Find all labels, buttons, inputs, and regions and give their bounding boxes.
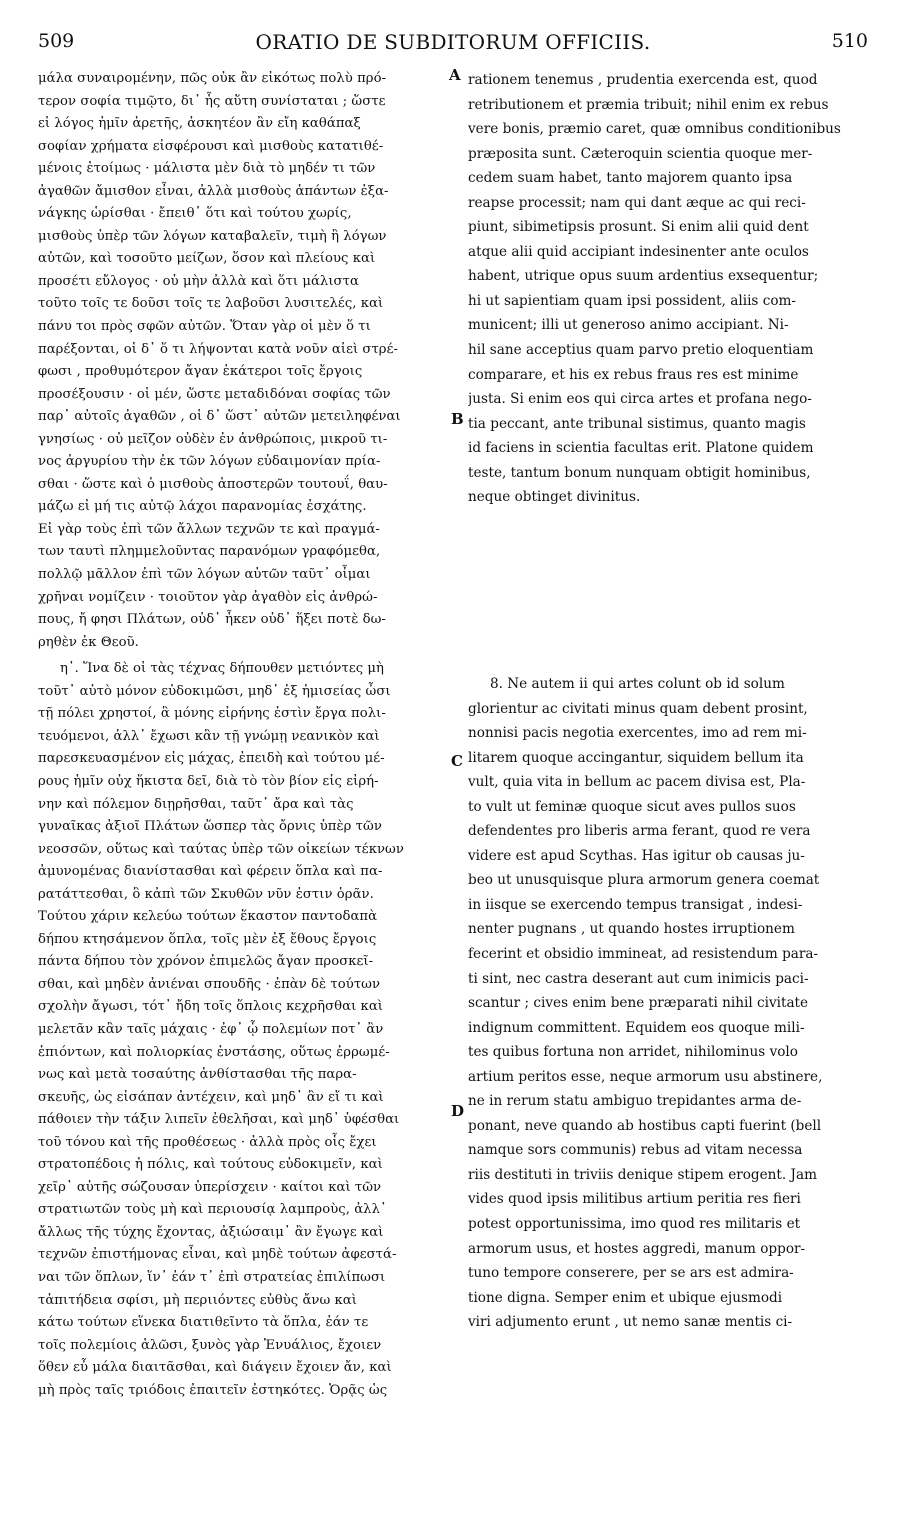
greek-text-line: πάνυ τοι πρὸς σφῶν αὐτῶν. Ὅταν γὰρ οἱ μὲν ὅ τι: [38, 319, 371, 335]
latin-text-line: nonnisi pacis negotia exercentes, imo ad rem mi-: [468, 725, 807, 742]
greek-text-line: μισθοὺς ὑπὲρ τῶν λόγων καταβαλεῖν, τιμὴ ἢ λόγων: [38, 228, 387, 244]
latin-text-line: hi ut sapientiam quam ipsi possident, aliis com-: [468, 292, 797, 309]
greek-text-line: τευόμενοι, ἀλλ᾽ ἔχωσι κἂν τῇ γνώμῃ νεανικὸν καὶ: [38, 728, 380, 744]
greek-text-line: η᾽. Ἵνα δὲ οἱ τὰς τέχνας δήπουθεν μετιόντες μὴ: [60, 661, 384, 677]
latin-text-line: nenter pugnans , ut quando hostes irruptionem: [468, 921, 795, 938]
greek-text-line: μάλα συναιρομένην, πῶς οὐκ ἂν εἰκότως πολὺ πρό-: [38, 71, 387, 86]
latin-text-line: beo ut unusquisque plura armorum genera coemat: [468, 872, 820, 889]
greek-text-line: τεχνῶν ἐπιστήμονας εἶναι, καὶ μηδὲ τούτων ἀφεστά-: [38, 1247, 397, 1263]
greek-text-line: ρατάττεσθαι, ὃ κἀπὶ τῶν Σκυθῶν νῦν ἐστιν ὁρᾶν.: [38, 886, 374, 902]
latin-text-line: potest opportunissima, imo quod res militaris et: [468, 1216, 801, 1233]
greek-text-line: πολλῷ μᾶλλον ἐπὶ τῶν λόγων αὐτῶν ταῦτ᾽ οἶμαι: [38, 567, 371, 583]
greek-text-line: στρατιωτῶν τοὺς μὴ καὶ περιουσίᾳ λαμπροὺς, ἀλλ᾽: [38, 1202, 387, 1218]
greek-text-line: των ταυτὶ πλημμελοῦντας παρανόμων γραφόμεθα,: [38, 544, 381, 560]
greek-text-line: μάζω εἰ μή τις αὐτῷ λάχοι παρανομίας ἐσχάτης.: [38, 499, 367, 515]
greek-text-line: τοῦτο τοῖς τε δοῦσι τοῖς τε λαβοῦσι λυσιτελές, καὶ: [38, 296, 384, 312]
greek-text-line: εἰ λόγος ἡμῖν ἀρετῆς, ἀσκητέον ἂν εἴη καθάπαξ: [38, 116, 361, 132]
greek-text-line: σκευῆς, ὡς εἰσάπαν ἀντέχειν, καὶ μηδ᾽ ἂν εἴ τι καὶ: [38, 1089, 384, 1105]
greek-text-line: σοφίαν χρήματα εἰσφέρουσι καὶ μισθοὺς κατατιθέ-: [38, 138, 384, 154]
latin-text-line: præposita sunt. Cæteroquin scientia quoque mer-: [468, 145, 813, 162]
latin-text-line: vides quod ipsis militibus artium peritia res fieri: [468, 1191, 801, 1208]
greek-text-line: ρηθὲν ἐκ Θεοῦ.: [38, 634, 139, 650]
latin-text-line: comparare, et his ex rebus fraus res est minime: [468, 366, 799, 383]
greek-text-line: τοῦτ᾽ αὐτὸ μόνον εὐδοκιμῶσι, μηδ᾽ ἐξ ἡμισείας ὦσι: [38, 683, 391, 699]
greek-text-line: σχολὴν ἄγωσι, τότ᾽ ἤδη τοῖς ὅπλοις κεχρῆσθαι καὶ: [38, 999, 384, 1015]
latin-text-line: to vult ut feminæ quoque sicut aves pullos suos: [468, 798, 796, 815]
latin-text-line: indignum committent. Equidem eos quoque mili-: [468, 1019, 805, 1036]
greek-text-line: δήπου κτησάμενον ὅπλα, τοῖς μὲν ἐξ ἔθους ἔργοις: [38, 931, 377, 947]
latin-text-line: riis destituti in triviis denique stipem erogent. Jam: [468, 1166, 817, 1183]
greek-text-line: ρους ἡμῖν οὐχ ἥκιστα δεῖ, διὰ τὸ τὸν βίον εἰς εἰρή-: [38, 773, 379, 789]
greek-text-line: ἀμυνομένας διανίστασθαι καὶ φέρειν ὅπλα καὶ πα-: [38, 864, 383, 880]
latin-text-line: neque obtinget divinitus.: [468, 489, 641, 506]
latin-text-line: retributionem et præmia tribuit; nihil enim ex rebus: [468, 96, 829, 113]
greek-text-line: προσέτι εὔλογος · οὐ μὴν ἀλλὰ καὶ ὅτι μάλιστα: [38, 273, 359, 289]
latin-text-line: litarem quoque accingantur, siquidem bellum ita: [468, 749, 804, 766]
greek-text-line: Τούτου χάριν κελεύω τούτων ἕκαστον παντοδαπὰ: [38, 909, 378, 925]
greek-text-line: ἐπιόντων, καὶ πολιορκίας ἐνστάσης, οὕτως ἐρρωμέ-: [38, 1044, 390, 1060]
latin-text-line: atque alii quid accipiant indesinenter ante oculos: [468, 243, 809, 260]
greek-text-line: νάγκης ὡρίσθαι · ἔπειθ᾽ ὅτι καὶ τούτου χωρίς,: [38, 206, 352, 222]
latin-text-line: glorientur ac civitati minus quam debent prosint,: [468, 700, 808, 717]
latin-text-line: piunt, sibimetipsis prosunt. Si enim alii quid dent: [468, 219, 809, 236]
greek-text-line: τῇ πόλει χρηστοί, ἃ μόνης εἰρήνης ἐστὶν ἔργα πολι-: [38, 706, 386, 722]
greek-text-line: τερον σοφία τιμῷτο, δι᾽ ἧς αὕτη συνίσταται ; ὥστε: [38, 93, 386, 109]
greek-text-line: στρατοπέδοις ἡ πόλις, καὶ τούτους εὐδοκιμεῖν, καὶ: [38, 1157, 383, 1173]
latin-text-line: teste, tantum bonum nunquam obtigit hominibus,: [468, 464, 811, 481]
latin-text-line: artium peritos esse, neque armorum usu abstinere,: [468, 1068, 823, 1085]
margin-marker-d: D: [451, 1102, 465, 1120]
latin-text-line: justa. Si enim eos qui circa artes et profana nego-: [468, 391, 812, 408]
latin-text-column-upper: [468, 68, 872, 510]
greek-text-column: [38, 68, 450, 1402]
greek-text-line: προσέξουσιν · οἱ μέν, ὥστε μεταδιδόναι σοφίας τῶν: [38, 386, 391, 402]
greek-text-line: τοῖς πολεμίοις ἁλῶσι, ξυνὸς γὰρ Ἐνυάλιος, ἔχοιεν: [38, 1337, 382, 1353]
latin-text-line: tes quibus fortuna non arridet, nihilominus volo: [468, 1044, 798, 1061]
greek-text-line: παρ᾽ αὐτοῖς ἀγαθῶν , οἱ δ᾽ ὥστ᾽ αὐτῶν μετειληφέναι: [38, 409, 401, 425]
greek-text-line: ἄλλως τῆς τύχης ἔχοντας, ἀξιώσαιμ᾽ ἂν ἔγωγε καὶ: [38, 1224, 384, 1240]
greek-text-line: τοῦ τόνου καὶ τῆς προθέσεως · ἀλλὰ πρὸς οἷς ἔχει: [38, 1134, 377, 1150]
latin-text-line: vere bonis, præmio caret, quæ omnibus conditionibus: [468, 121, 841, 138]
latin-text-line: fecerint et obsidio immineat, ad resistendum para-: [468, 946, 819, 963]
running-title: ORATIO DE SUBDITORUM OFFICIIS.: [255, 30, 651, 54]
latin-text-line: tione digna. Semper enim et ubique ejusmodi: [468, 1289, 783, 1306]
latin-text-line: cedem suam habet, tanto majorem quanto ipsa: [468, 170, 793, 187]
latin-text-line: vult, quia vita in bellum ac pacem divisa est, Pla-: [468, 774, 806, 791]
greek-text-line: φωσι , προθυμότερον ἄγαν ἑκάτεροι τοῖς ἔργοις: [38, 364, 363, 380]
latin-text-line: armorum usus, et hostes aggredi, manum oppor-: [468, 1240, 806, 1257]
latin-text-line: habent, utrique opus suum ardentius exsequentur;: [468, 268, 819, 285]
latin-text-line: ponant, neve quando ab hostibus capti fuerint (bell: [468, 1117, 822, 1134]
greek-text-line: χεῖρ᾽ αὐτῆς σώζουσαν ὑπερίσχειν · καίτοι καὶ τῶν: [38, 1179, 382, 1195]
greek-text-line: σθαι · ὥστε καὶ ὁ μισθοὺς ἀποστερῶν τουτουΐ, θαυ-: [38, 476, 388, 492]
page-header: [38, 30, 868, 64]
latin-text-line: ti sint, nec castra deserant aut cum inimicis paci-: [468, 970, 809, 987]
greek-text-line: κάτω τούτων εἵνεκα διατιθεῖντο τὰ ὅπλα, ἐάν τε: [38, 1315, 369, 1331]
greek-text-line: ὅθεν εὖ μάλα διαιτᾶσθαι, καὶ διάγειν ἔχοιεν ἄν, καὶ: [38, 1360, 392, 1376]
greek-text-line: ναι τῶν ὅπλων, ἵν᾽ ἐάν τ᾽ ἐπὶ στρατείας ἐπιλίπωσι: [38, 1269, 386, 1285]
greek-text-line: ἀγαθῶν ἄμισθον εἶναι, ἀλλὰ μισθοὺς ἁπάντων ἐξα-: [38, 183, 389, 199]
greek-text-line: παρεσκευασμένον εἰς μάχας, ἐπειδὴ καὶ τούτου μέ-: [38, 751, 385, 767]
greek-text-line: γνησίως · οὐ μεῖζον οὐδὲν ἐν ἀνθρώποις, μικροῦ τι-: [38, 431, 388, 447]
margin-marker-b: B: [451, 410, 464, 428]
greek-text-line: σθαι, καὶ μηδὲν ἀνιέναι σπουδῆς · ἐπὰν δὲ τούτων: [38, 976, 381, 992]
latin-text-line: videre est apud Scythas. Has igitur ob causas ju-: [468, 847, 805, 864]
latin-text-line: namque sors communis) rebus ad vitam necessa: [468, 1142, 803, 1159]
latin-text-line: hil sane acceptius quam parvo pretio eloquentiam: [468, 342, 814, 359]
latin-text-line: rationem tenemus , prudentia exercenda est, quod: [468, 72, 818, 88]
page-number-left: 509: [38, 30, 75, 52]
greek-text-line: χρῆναι νομίζειν · τοιοῦτον γὰρ ἀγαθὸν εἰς ἀνθρώ-: [38, 589, 378, 605]
greek-text-line: πάντα δήπου τὸν χρόνον ἐπιμελῶς ἄγαν προσκεῖ-: [38, 954, 374, 970]
greek-text-line: Εἰ γὰρ τοὺς ἐπὶ τῶν ἄλλων τεχνῶν τε καὶ πραγμά-: [38, 521, 380, 537]
latin-text-line: reapse processit; nam qui dant æque ac qui reci-: [468, 194, 806, 211]
greek-text-line: τἀπιτήδεια σφίσι, μὴ περιιόντες εὐθὺς ἄνω καὶ: [38, 1292, 357, 1308]
latin-text-column-lower: [468, 672, 872, 1335]
latin-text-line: scantur ; cives enim bene præparati nihil civitate: [468, 995, 809, 1012]
latin-text-line: tuno tempore conserere, per se ars est admira-: [468, 1265, 794, 1282]
greek-text-line: παρέξονται, οἱ δ᾽ ὅ τι λήψονται κατὰ νοῦν αἰεὶ στρέ-: [38, 341, 399, 357]
page-number-right: 510: [831, 30, 868, 52]
greek-text-line: γυναῖκας ἀξιοῖ Πλάτων ὥσπερ τὰς ὄρνις ὑπὲρ τῶν: [38, 819, 382, 835]
greek-text-line: μένοις ἑτοίμως · μάλιστα μὲν διὰ τὸ μηδέν τι τῶν: [38, 161, 376, 177]
greek-text-line: πους, ἤ φησι Πλάτων, οὐδ᾽ ἧκεν οὐδ᾽ ἥξει ποτὲ δω-: [38, 612, 386, 628]
greek-text-line: αὐτῶν, καὶ τοσοῦτο μείζων, ὅσον καὶ πλείους καὶ: [38, 251, 376, 267]
latin-text-line: municent; illi ut generoso animo accipiant. Ni-: [468, 317, 789, 334]
margin-marker-a: A: [449, 66, 461, 84]
greek-text-line: νεοσσῶν, οὕτως καὶ ταύτας ὑπὲρ τῶν οἰκείων τέκνων: [38, 841, 404, 857]
latin-text-line: in iisque se exercendo tempus transigat , indesi-: [468, 896, 803, 913]
greek-text-line: νην καὶ πόλεμον διῃρῆσθαι, ταῦτ᾽ ἄρα καὶ τὰς: [38, 796, 354, 812]
latin-text-line: defendentes pro liberis arma ferant, quod re vera: [468, 823, 811, 840]
greek-text-line: μὴ πρὸς ταῖς τριόδοις ἐπαιτεῖν ἐστηκότες. Ὁρᾷς ὡς: [38, 1382, 388, 1398]
latin-text-line: ne in rerum statu ambiguo trepidantes arma de-: [468, 1093, 802, 1110]
greek-text-line: μελετᾶν κἂν ταῖς μάχαις · ἐφ᾽ ᾧ πολεμίων ποτ᾽ ἂν: [38, 1021, 384, 1037]
latin-text-line: viri adjumento erunt , ut nemo sanæ mentis ci-: [468, 1314, 793, 1331]
greek-text-line: νως καὶ μετὰ τοσαύτης ἀνθίστασθαι τῆς παρα-: [38, 1067, 357, 1083]
latin-text-line: tia peccant, ante tribunal sistimus, quanto magis: [468, 415, 806, 432]
latin-text-line: id faciens in scientia facultas erit. Platone quidem: [468, 440, 814, 457]
margin-marker-c: C: [451, 752, 463, 770]
greek-text-line: πάθοιεν τὴν τάξιν λιπεῖν ἐθελῆσαι, καὶ μηδ᾽ ὑφέσθαι: [38, 1112, 400, 1128]
greek-text-line: νος ἀργυρίου τὴν ἐκ τῶν λόγων εὐδαιμονίαν πρία-: [38, 454, 381, 470]
latin-text-line: 8. Ne autem ii qui artes colunt ob id solum: [490, 676, 785, 692]
